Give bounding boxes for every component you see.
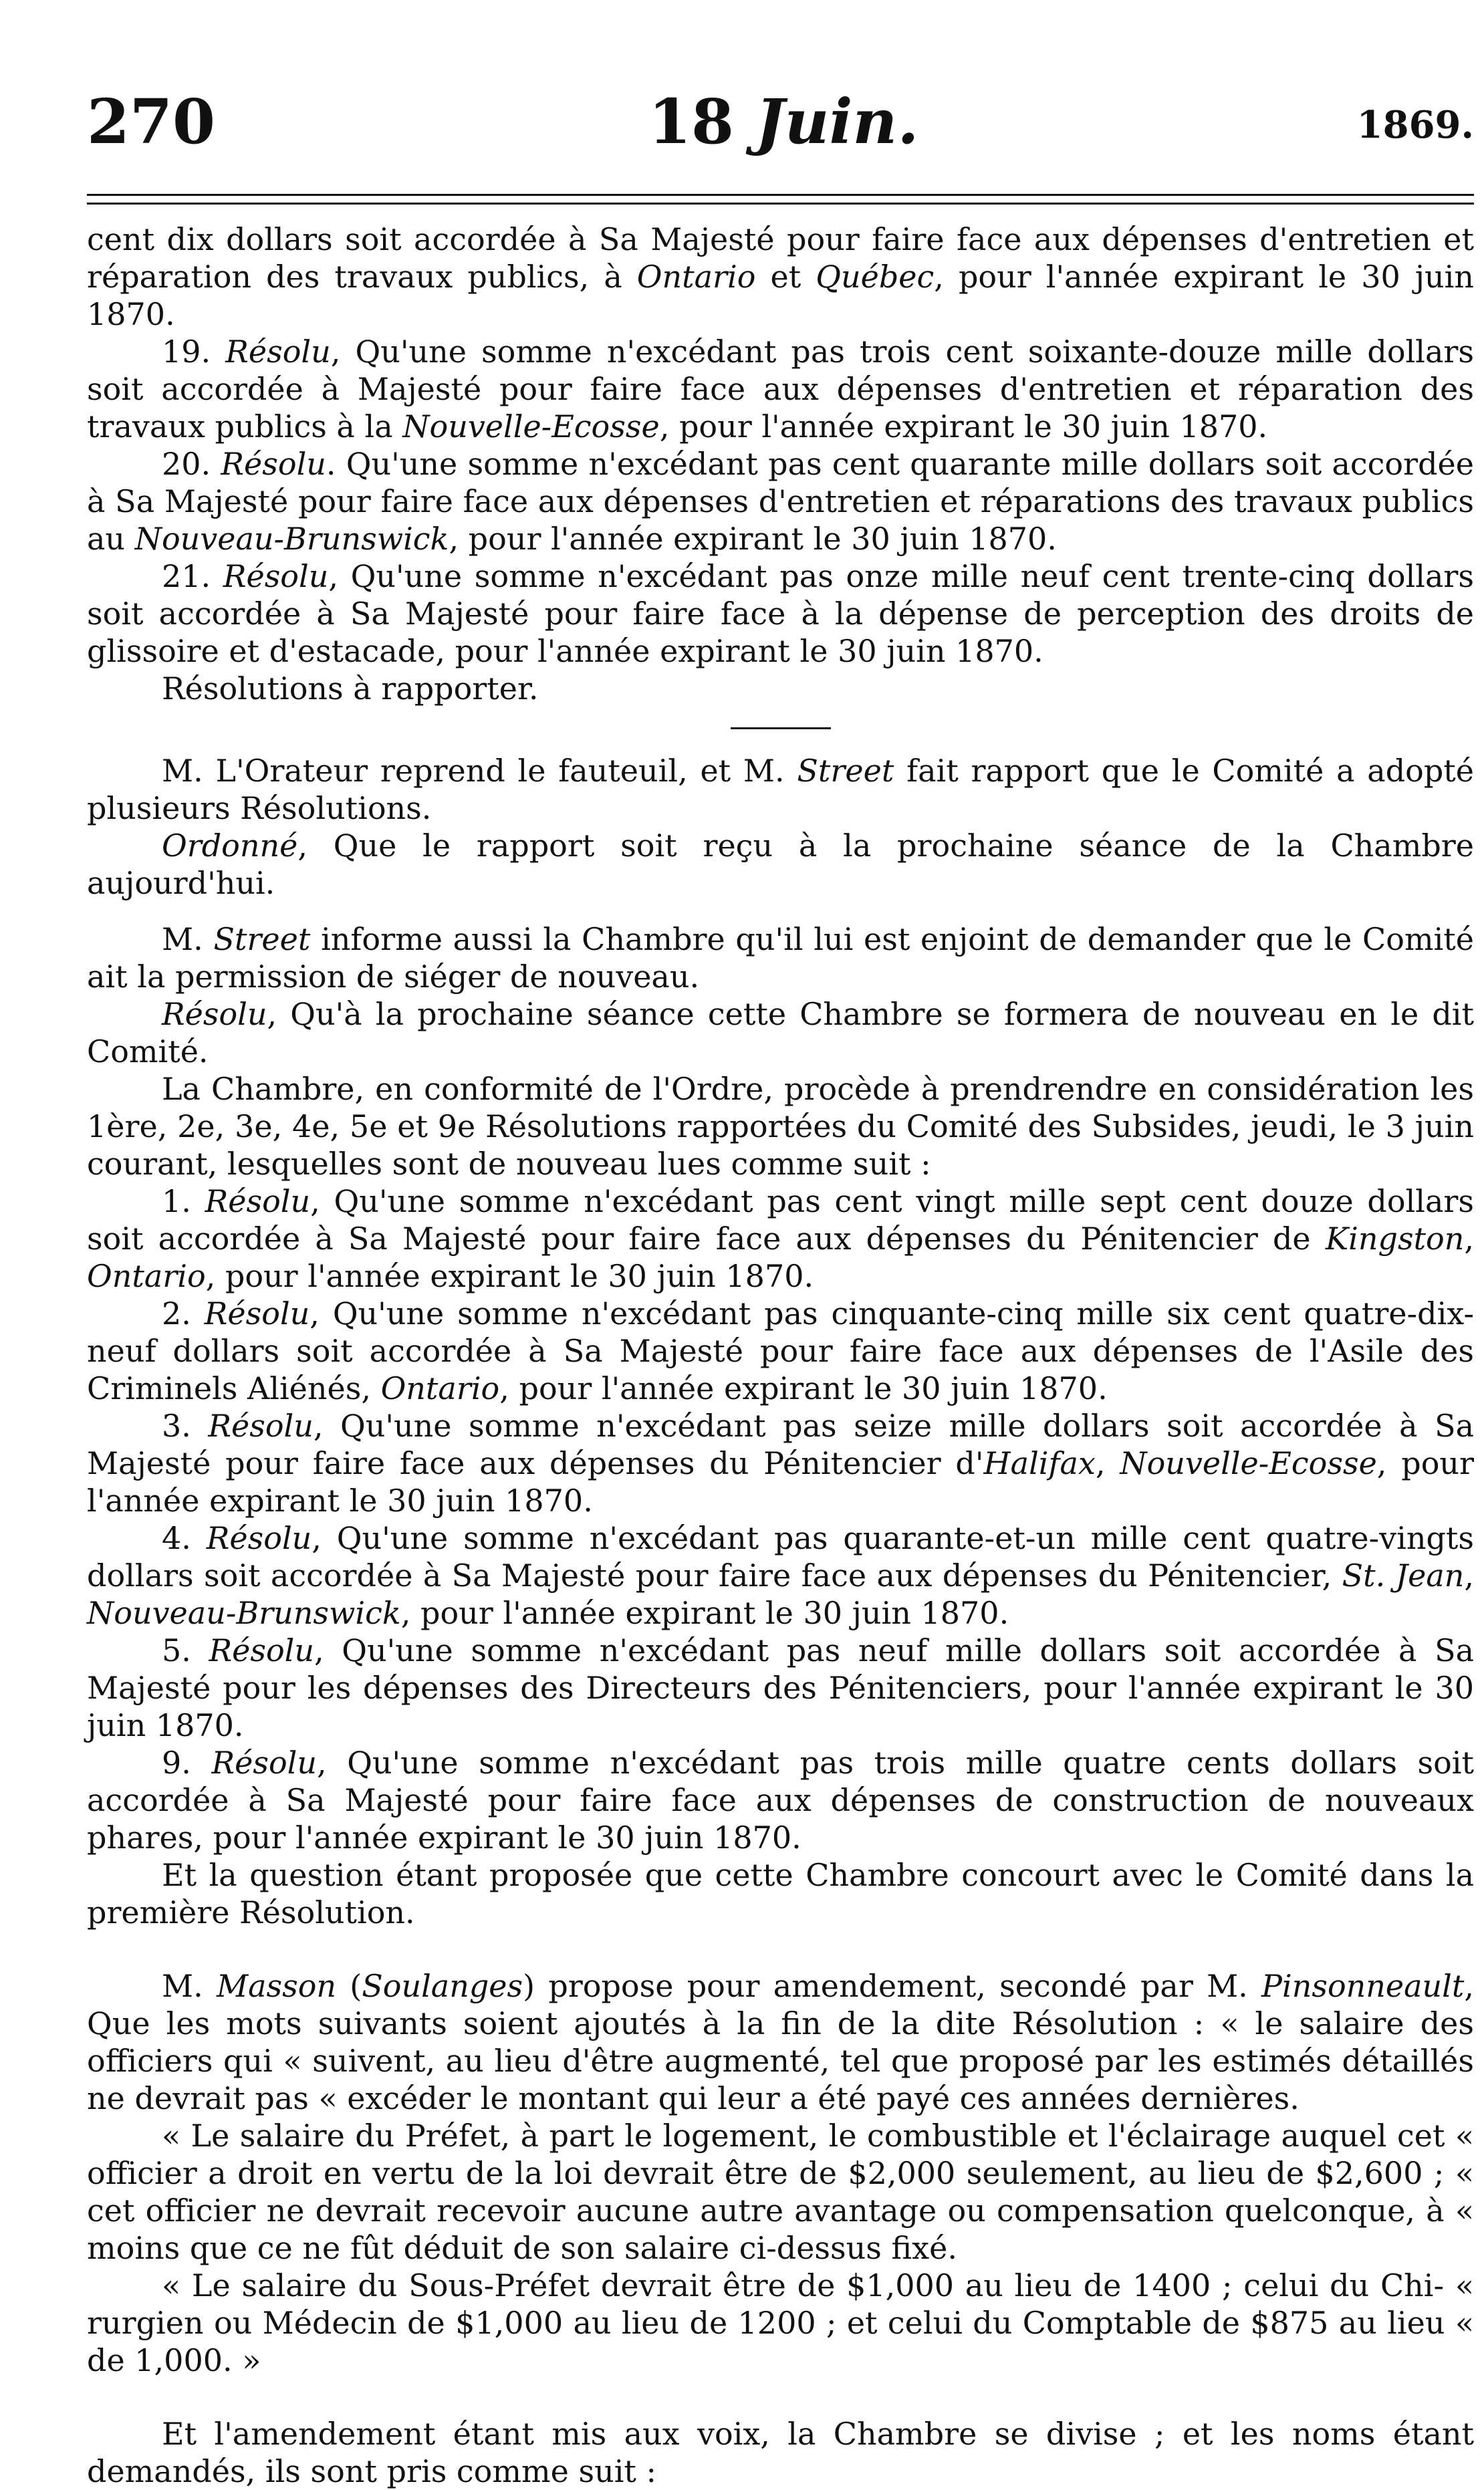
text-run: , Que le rapport soit reçu à la prochaine séance de la Chambre aujourd'hui. [87,828,1474,901]
paragraph [87,995,1474,1070]
italic-text: Nouveau-Brunswick [134,521,449,557]
italic-text: Halifax [983,1445,1096,1481]
text-run: M. [162,921,214,957]
text-run: 21. [162,558,223,594]
text-run: « Le salaire du Sous-Préfet devrait être de $1,000 au lieu de 1400 ; celui du Chi- « rurgien ou Médecin de $1,000 au lieu de 1200 ; et celui du Comptable de $875 au lieu « de 1,000. » [87,2267,1474,2378]
text-run: , Que les mots suivants soient ajoutés à la fin de la dite Résolution : « le salaire des officiers qui « suivent, au lieu d'être augmenté, tel que proposé par les estimés détaillés ne devrait pas « excéder le montant qui leur a été payé ces années dernières. [87,1968,1474,2116]
paragraph [87,557,1474,670]
text-run: 2. [162,1295,205,1332]
text-run: 20. [162,446,221,482]
paragraph [87,1967,1474,2117]
italic-text: Résolu [162,996,267,1032]
paragraph [87,1519,1474,1632]
italic-text: Ordonné [162,828,298,864]
text-run: et [755,259,816,295]
text-run: , [1095,1445,1120,1481]
paragraph [87,752,1474,827]
text-run: M. [162,1968,217,2004]
text-run: , Qu'à la prochaine séance cette Chambre se formera de nouveau en le dit Comité. [87,996,1474,1070]
text-run: . Qu'une somme n'excédant pas cent quarante mille dollars soit accordée à Sa Majesté pour faire face aux dépenses d'entretien et réparations des travaux publics au [87,446,1474,557]
text-run: , Qu'une somme n'excédant pas onze mille neuf cent trente-cinq dollars soit accordée à Sa Majesté pour faire face à la dépense de perception des droits de glissoire et d'estacade, pour l'année expirant le 30 juin 1870. [87,558,1474,669]
header-double-rule [87,194,1474,205]
text-run: , Qu'une somme n'excédant pas quarante-et-un mille cent quatre-vingts dollars soit accordée à Sa Majesté pour faire face aux dépenses du Pénitencier, [87,1520,1475,1594]
paragraph-spacer [87,1931,1474,1949]
text-run: , pour l'année expirant le 30 juin 1870. [499,1370,1108,1406]
text-run: La Chambre, en conformité de l'Ordre, procède à prendrendre en considération les 1ère, 2e, 3e, 4e, 5e et 9e Résolutions rapportées du Comité des Subsides, jeudi, le 3 juin courant, lesquelles sont de nouveau lues comme suit : [87,1071,1474,1182]
text-run: fait rapport que le Comité a adopté plusieurs Résolutions. [87,753,1475,826]
paragraph [87,1856,1474,1931]
italic-text: Pinsonneault [1261,1968,1465,2004]
italic-text: Résolu [204,1295,310,1332]
italic-text: Masson [216,1968,337,2004]
text-run: , pour l'année expirant le 30 juin 1870. [87,1445,1475,1519]
text-run: Et la question étant proposée que cette Chambre concourt avec le Comité dans la première Résolution. [87,1857,1474,1931]
text-run: , [1464,1558,1474,1594]
paragraph [87,333,1474,445]
text-run: 9. [162,1745,212,1781]
italic-text: St. Jean [1342,1558,1465,1594]
italic-text: Québec [816,259,935,295]
paragraph [87,1070,1474,1182]
text-run: informe aussi la Chambre qu'il lui est enjoint de demander que le Comité ait la permission de siéger de nouveau. [87,921,1474,995]
italic-text: Résolu [225,334,331,370]
text-run: , Qu'une somme n'excédant pas neuf mille dollars soit accordée à Sa Majesté pour les dépenses des Directeurs des Pénitenciers, pour l'année expirant le 30 juin 1870. [87,1632,1475,1743]
text-run: 3. [162,1408,209,1444]
paragraph [87,1182,1474,1295]
italic-text: Soulanges [362,1968,523,2004]
text-run: cent dix dollars soit accordée à Sa Majesté pour faire face aux dépenses d'entretien et réparation des travaux publics, à [87,221,1474,295]
text-run: 5. [162,1632,209,1668]
text-run: , pour l'année expirant le 30 juin 1870. [400,1595,1009,1631]
italic-text: Street [797,753,894,789]
text-run: , pour l'année expirant le 30 juin 1870. [449,521,1057,557]
paragraph [87,2415,1474,2490]
italic-text: Résolu [208,1408,314,1444]
paragraph [87,221,1474,333]
paragraph-spacer [87,2379,1474,2396]
text-run: , Qu'une somme n'excédant pas cent vingt mille sept cent douze dollars soit accordée à Sa Majesté pour faire face aux dépenses du Pénitencier de [87,1183,1474,1257]
italic-text: Kingston [1325,1221,1465,1257]
text-run: « Le salaire du Préfet, à part le logement, le combustible et l'éclairage auquel cet « officier a droit en vertu de la loi devrait être de $2,000 seulement, au lieu de $2,600 ; « cet officier ne devrait recevoir aucune autre avantage ou compensation quelconque, à « moins que ce ne fût déduit de son salaire ci-dessus fixé. [87,2118,1474,2266]
paragraph [87,1407,1474,1519]
text-run: ( [336,1968,362,2004]
text-run: , [1464,1221,1474,1257]
text-run: , Qu'une somme n'excédant pas trois mille quatre cents dollars soit accordée à Sa Majesté pour faire face aux dépenses de construction de nouveaux phares, pour l'année expirant le 30 juin 1870. [87,1745,1475,1856]
text-run: M. L'Orateur reprend le fauteuil, et M. [162,753,797,789]
paragraph [87,920,1474,995]
text-run: ) propose pour amendement, secondé par M. [523,1968,1262,2004]
running-header [87,79,1474,179]
italic-text: Résolu [206,1520,312,1556]
paragraph [87,827,1474,902]
paragraph [87,670,1474,707]
text-run: , pour l'année expirant le 30 juin 1870. [659,408,1268,445]
text-run: 1. [162,1183,205,1219]
text-run: , pour l'année expirant le 30 juin 1870. [87,259,1475,332]
paragraph [87,1632,1474,1744]
paragraph [87,445,1474,557]
date-day: 18 [648,86,735,158]
italic-text: Résolu [211,1745,317,1781]
italic-text: Nouvelle-Ecosse [1120,1445,1377,1481]
page-date [648,86,918,158]
paragraph [87,1295,1474,1407]
paragraph [87,2267,1474,2379]
page-year: 1869. [1356,103,1474,147]
page-number: 270 [87,86,216,158]
text-run: 4. [162,1520,207,1556]
text-run: Résolutions à rapporter. [162,670,539,707]
italic-text: Résolu [209,1632,315,1668]
italic-text: Street [213,921,311,957]
italic-text: Ontario [636,259,756,295]
italic-text: Nouvelle-Ecosse [402,408,660,445]
text-run: 19. [162,334,226,370]
text-run: , Qu'une somme n'excédant pas cinquante-cinq mille six cent quatre-dix-neuf dollars soit accordée à Sa Majesté pour faire face aux dépenses de l'Asile des Criminels Aliénés, [87,1295,1474,1406]
paragraph [87,1744,1474,1856]
italic-text: Ontario [380,1370,500,1406]
text-run: , pour l'année expirant le 30 juin 1870. [205,1258,814,1294]
text-run: , Qu'une somme n'excédant pas seize mille dollars soit accordée à Sa Majesté pour faire face aux dépenses du Pénitencier d' [87,1408,1475,1481]
page-body [87,221,1474,2490]
date-month: Juin. [755,86,919,158]
italic-text: Nouveau-Brunswick [87,1595,401,1631]
text-run: Et l'amendement étant mis aux voix, la Chambre se divise ; et les noms étant demandés, ils sont pris comme suit : [87,2416,1474,2489]
text-run: , Qu'une somme n'excédant pas trois cent soixante-douze mille dollars soit accordée à Majesté pour faire face aux dépenses d'entretien et réparation des travaux publics à la [87,334,1475,445]
italic-text: Résolu [205,1183,311,1219]
italic-text: Résolu [223,558,329,594]
paragraph [87,2117,1474,2267]
italic-text: Ontario [87,1258,206,1294]
italic-text: Résolu [221,446,326,482]
section-separator [731,727,831,729]
